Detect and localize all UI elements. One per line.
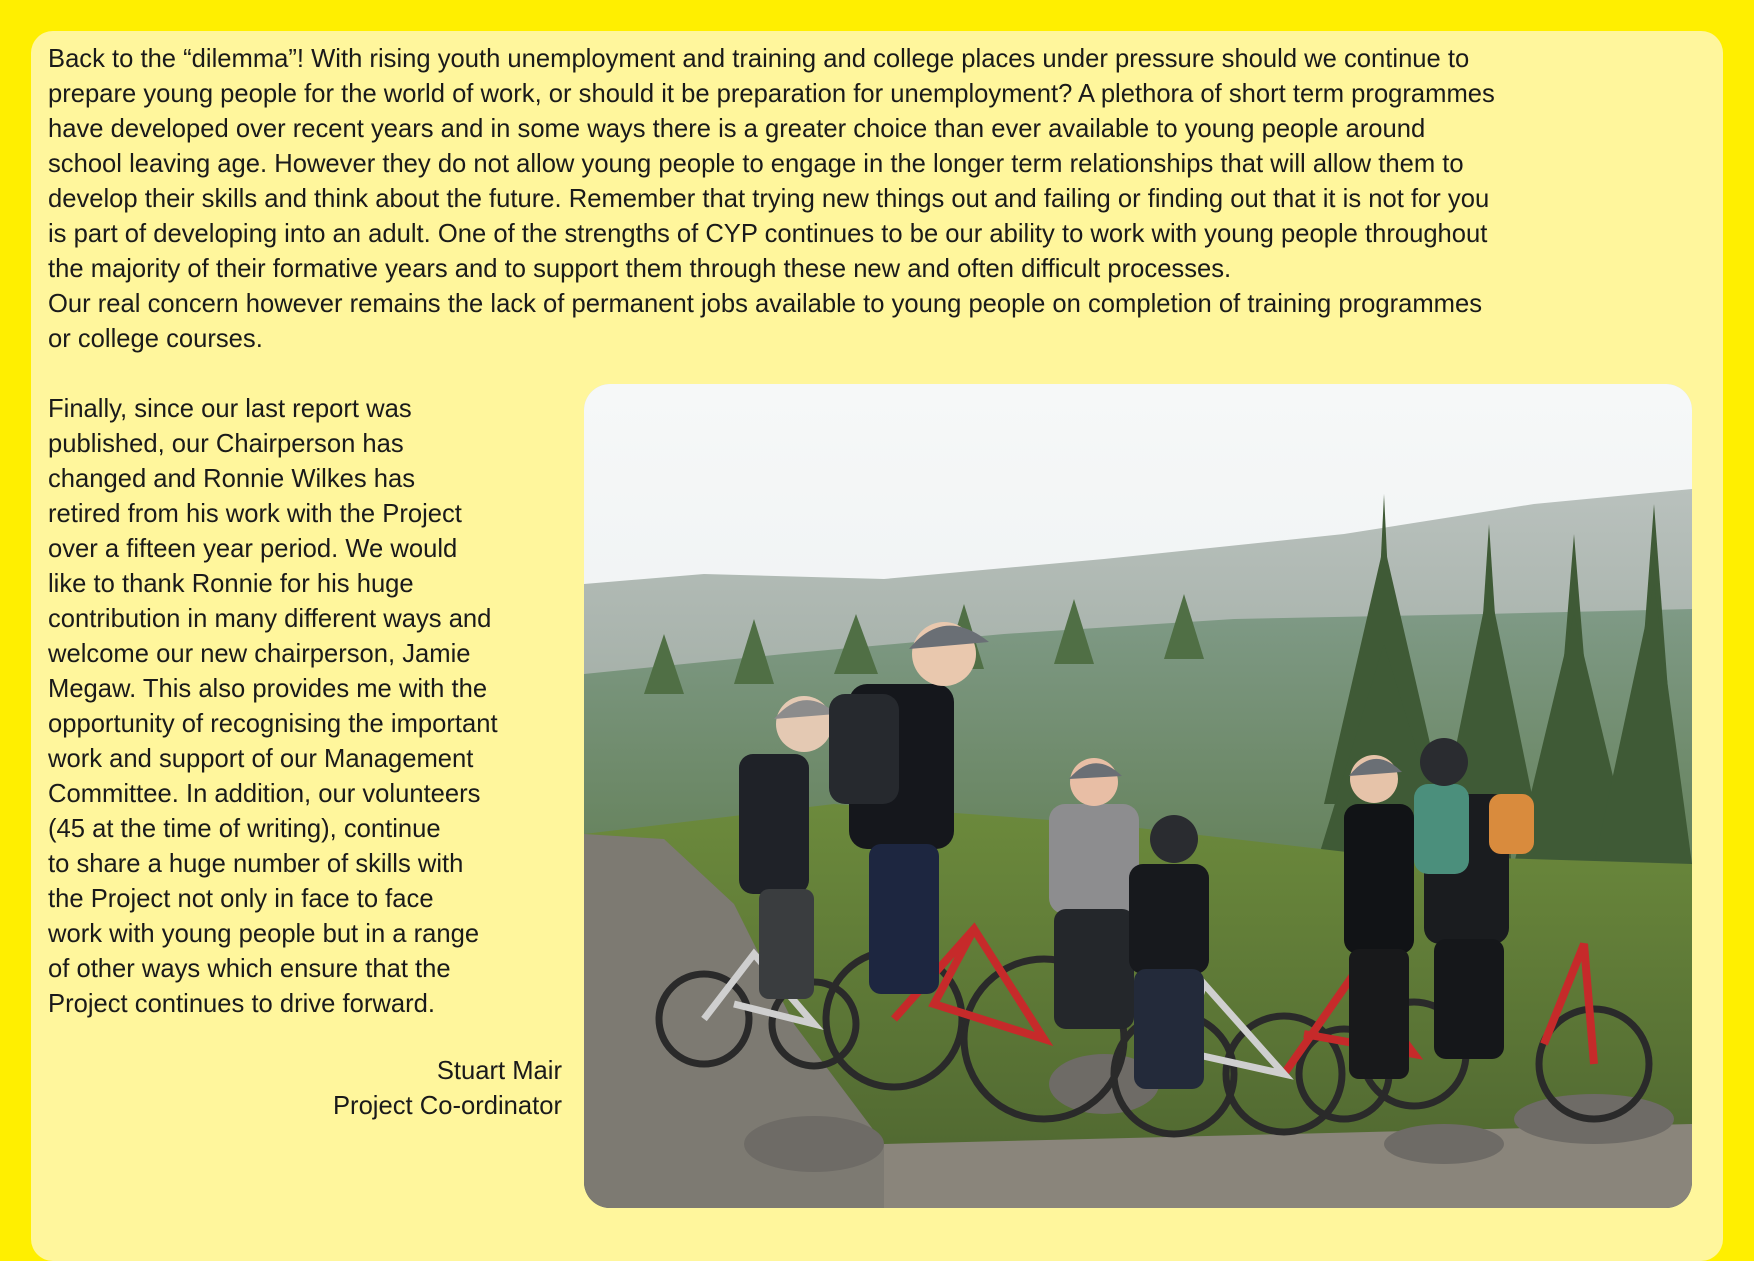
closing-line: work with young people but in a range <box>48 920 480 948</box>
cyclists-photo-illustration <box>584 384 1692 1208</box>
intro-line: the majority of their formative years and to support them through these new and often difficult processes. <box>48 255 1232 283</box>
closing-line: Finally, since our last report was <box>48 395 412 423</box>
closing-line: Committee. In addition, our volunteers <box>48 780 481 808</box>
closing-paragraph <box>48 392 568 1022</box>
closing-line: over a fifteen year period. We would <box>48 535 458 563</box>
closing-line: published, our Chairperson has <box>48 430 404 458</box>
intro-paragraph <box>48 42 1708 357</box>
closing-line: work and support of our Management <box>48 745 474 773</box>
cyclists-photo <box>584 384 1692 1208</box>
intro-line: Our real concern however remains the lack of permanent jobs available to young people on completion of training programmes <box>48 290 1483 318</box>
intro-line: develop their skills and think about the future. Remember that trying new things out and failing or finding out that it is not for you <box>48 185 1490 213</box>
intro-line: prepare young people for the world of work, or should it be preparation for unemployment? A plethora of short term programmes <box>48 80 1495 108</box>
closing-line: the Project not only in face to face <box>48 885 434 913</box>
closing-line: opportunity of recognising the important <box>48 710 498 738</box>
closing-line: contribution in many different ways and <box>48 605 492 633</box>
closing-line: (45 at the time of writing), continue <box>48 815 441 843</box>
intro-line: is part of developing into an adult. One of the strengths of CYP continues to be our ability to work with young people throughout <box>48 220 1488 248</box>
intro-line: Back to the “dilemma”! With rising youth unemployment and training and college places under pressure should we continue to <box>48 45 1470 73</box>
intro-line: or college courses. <box>48 325 263 353</box>
closing-line: like to thank Ronnie for his huge <box>48 570 414 598</box>
intro-line: have developed over recent years and in some ways there is a greater choice than ever available to young people around <box>48 115 1426 143</box>
closing-line: retired from his work with the Project <box>48 500 462 528</box>
closing-line: Project continues to drive forward. <box>48 990 435 1018</box>
closing-line: changed and Ronnie Wilkes has <box>48 465 416 493</box>
closing-line: to share a huge number of skills with <box>48 850 464 878</box>
closing-line: welcome our new chairperson, Jamie <box>48 640 471 668</box>
intro-line: school leaving age. However they do not allow young people to engage in the longer term relationships that will allow them to <box>48 150 1464 178</box>
closing-line: of other ways which ensure that the <box>48 955 451 983</box>
signature-name: Stuart Mair <box>436 1057 562 1085</box>
signature-block <box>240 1054 562 1124</box>
signature-role: Project Co-ordinator <box>332 1092 562 1120</box>
closing-line: Megaw. This also provides me with the <box>48 675 488 703</box>
